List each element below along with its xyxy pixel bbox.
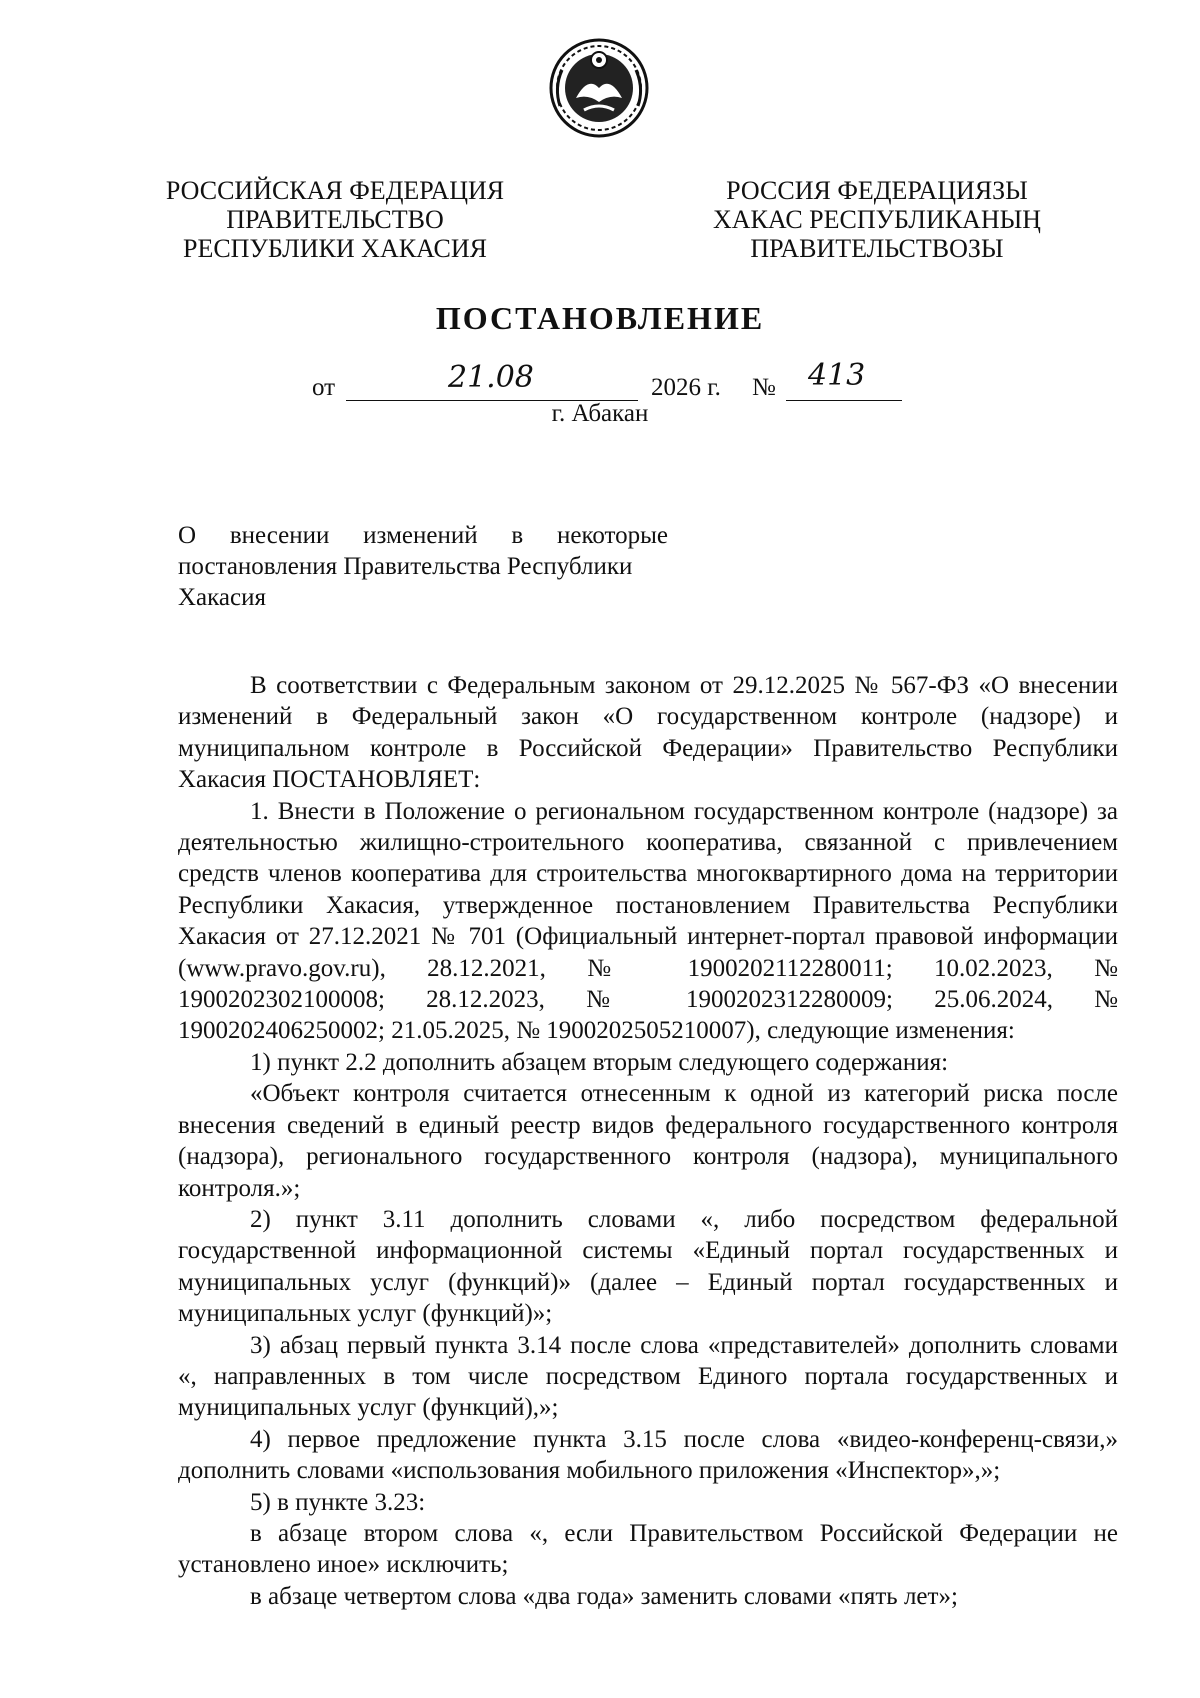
header-left	[160, 176, 510, 263]
header-right-line: ХАКАС РЕСПУБЛИКАНЫҢ	[712, 205, 1042, 234]
number-handwritten: 413	[808, 358, 866, 393]
body-paragraph: в абзаце четвертом слова «два года» заменить словами «пять лет»;	[250, 1582, 958, 1610]
header-right-line: РОССИЯ ФЕДЕРАЦИЯЗЫ	[726, 176, 1028, 205]
header-right-line: ПРАВИТЕЛЬСТВОЗЫ	[750, 234, 1004, 263]
year-label: 2026 г.	[651, 374, 721, 401]
document-title: ПОСТАНОВЛЕНИЕ	[435, 300, 765, 336]
header-left-line: РЕСПУБЛИКИ ХАКАСИЯ	[182, 234, 487, 263]
subject-line: Хакасия	[178, 584, 266, 611]
body-paragraph: 1. Внести в Положение о региональном государственном контроле (надзоре) за деятельностью жилищно-строительного кооператива, связанной с привлечением средств членов кооператива для строительства многоквартирного дома на территории Республики Хакасия, утвержденное постановлением Правительства Республики Хакасия от 27.12.2021 № 701 (Официальный интернет-портал правовой информации (www.pravo.gov.ru), 28.12.2021, № 1900202112280011; 10.02.2023, № 1900202302100008; 28.12.2023, № 1900202312280009; 25.06.2024, № 1900202406250002; 21.05.2025, № 1900202505210007), следующие изменения:	[178, 797, 1118, 1045]
body-paragraph: 1) пункт 2.2 дополнить абзацем вторым следующего содержания:	[250, 1048, 949, 1076]
body-paragraph: 4) первое предложение пункта 3.15 после слова «видео-конференц-связи,» дополнить словами «использования мобильного приложения «Инспектор»,»;	[178, 1425, 1118, 1485]
subject-line: постановления Правительства Республики	[178, 553, 633, 580]
header-left-line: РОССИЙСКАЯ ФЕДЕРАЦИЯ	[165, 176, 505, 205]
city-label: г. Абакан	[551, 400, 649, 427]
body-paragraph: «Объект контроля считается отнесенным к одной из категорий риска после внесения сведений в единый реестр видов федерального государственного контроля (надзора), регионального государственного контроля (надзора), муниципального контроля.»;	[178, 1080, 1118, 1202]
emblem-of-khakassia-icon	[548, 36, 650, 140]
number-label: №	[752, 374, 776, 401]
header-left-line: ПРАВИТЕЛЬСТВО	[226, 205, 444, 234]
from-label: от	[312, 374, 336, 401]
date-handwritten: 21.08	[448, 360, 534, 395]
body-paragraph: 3) абзац первый пункта 3.14 после слова «представителей» дополнить словами «, направленных в том числе посредством Единого портала государственных и муниципальных услуг (функций),»;	[178, 1331, 1118, 1422]
document-subject	[178, 520, 668, 613]
document-body	[178, 670, 1118, 1612]
header-right	[700, 176, 1054, 263]
body-paragraph: В соответствии с Федеральным законом от 29.12.2025 № 567-ФЗ «О внесении изменений в Федеральный закон «О государственном контроле (надзоре) и муниципальном контроле в Российской Федерации» Правительство Республики Хакасия ПОСТАНОВЛЯЕТ:	[178, 672, 1118, 794]
body-paragraph: 2) пункт 3.11 дополнить словами «, либо посредством федеральной государственной информационной системы «Единый портал государственных и муниципальных услуг (функций)» (далее – Единый портал государственных и муниципальных услуг (функций)»;	[178, 1205, 1118, 1328]
subject-line: О внесении изменений в некоторые	[178, 522, 668, 549]
body-paragraph: в абзаце втором слова «, если Правительством Российской Федерации не установлено иное» исключить;	[178, 1519, 1118, 1579]
body-paragraph: 5) в пункте 3.23:	[250, 1488, 426, 1516]
